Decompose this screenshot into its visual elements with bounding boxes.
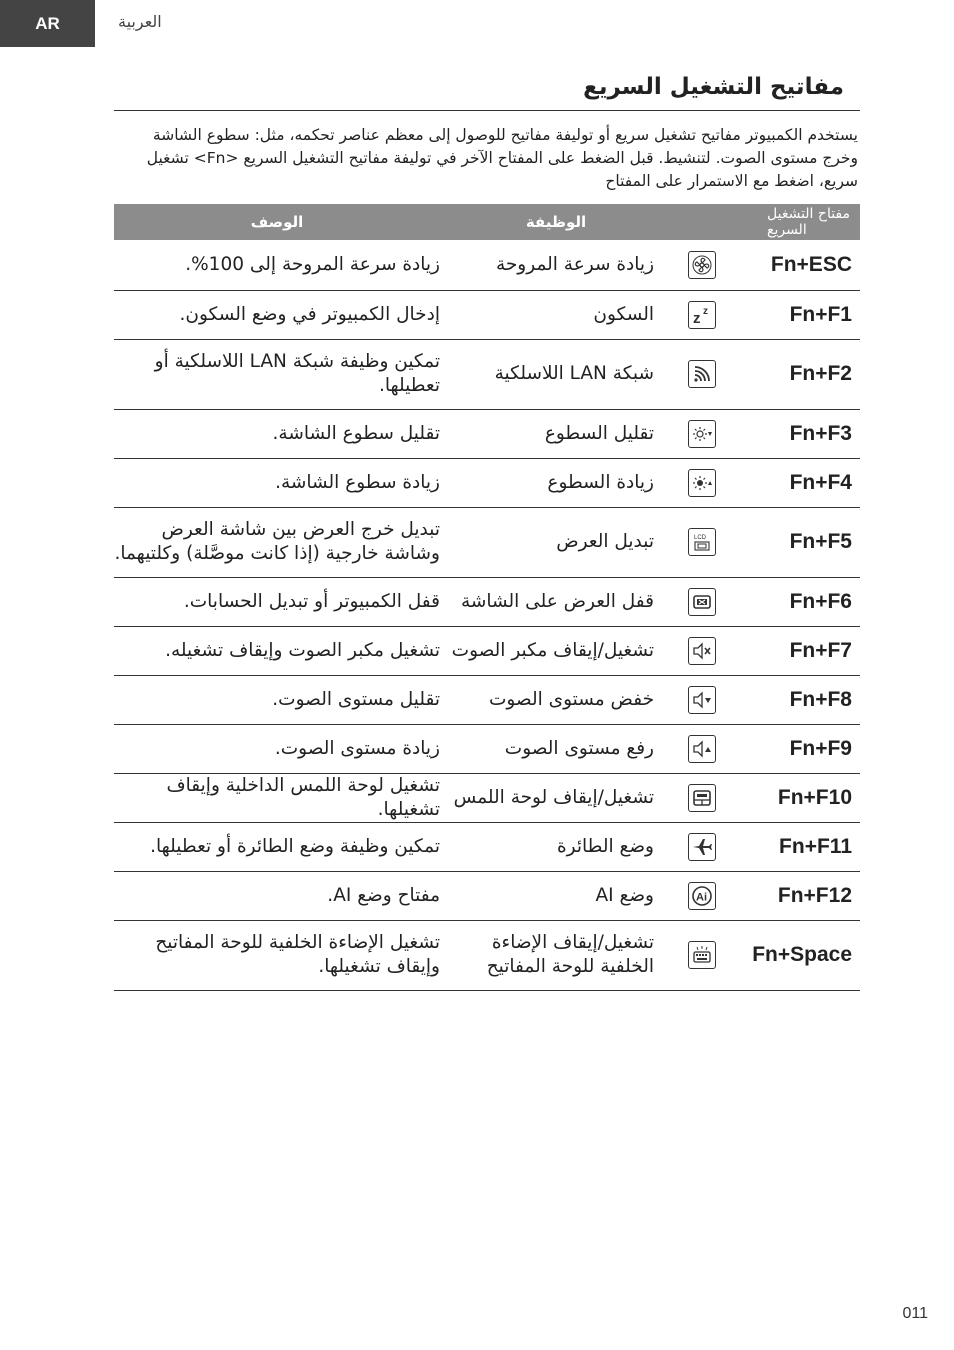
hotkey-function [440,577,672,626]
hotkey-function [440,675,672,724]
sleep-icon [688,301,716,329]
hotkey-function [440,871,672,920]
hotkey-description [114,577,440,626]
hotkey-combo: Fn+F5 [789,530,852,553]
hotkey-icon-cell [672,871,732,920]
table-row [114,577,860,626]
table-row [114,822,860,871]
page-number: 011 [902,1305,928,1322]
hotkey-function [440,240,672,290]
table-row [114,458,860,507]
hotkey-icon-cell [672,240,732,290]
hotkey-description [114,240,440,290]
table-row [114,626,860,675]
hotkey-function-text: زيادة سرعة المروحة [495,253,654,275]
hotkey-description-text: تقليل سطوع الشاشة. [272,422,440,444]
hotkey-function [440,724,672,773]
hotkey-description [114,339,440,409]
volume-up-icon [688,735,716,763]
hotkey-function [440,339,672,409]
hotkey-function [440,773,672,822]
hotkey-description-text: تمكين وظيفة وضع الطائرة أو تعطيلها. [150,835,440,857]
hotkey-combo: Fn+F10 [777,785,852,809]
hotkey-function-text: زيادة السطوع [547,471,654,493]
touchpad-icon [688,784,716,812]
svg-text:LCD: LCD [694,535,707,541]
language-name: العربية [118,12,162,31]
hotkey-function-text: قفل العرض على الشاشة [460,590,654,612]
hotkey-combo: Fn+F11 [779,834,852,858]
hotkey-icon-cell [672,339,732,409]
hotkey-function-text: خفض مستوى الصوت [488,688,654,710]
table-row [114,339,860,409]
hotkey-description [114,626,440,675]
hotkey-description [114,871,440,920]
header-hotkeys: مفتاح التشغيل السريع [767,206,851,238]
hotkey-description-text: قفل الكمبيوتر أو تبديل الحسابات. [183,590,440,612]
hotkey-function-text: تشغيل/إيقاف الإضاءة الخلفية للوحة المفاتيح [486,932,654,977]
hotkey-combo: Fn+F3 [789,421,852,445]
hotkey-icon-cell [672,577,732,626]
hotkey-description [114,724,440,773]
hotkey-function [440,920,672,990]
hotkey-description-text: زيادة مستوى الصوت. [274,737,440,759]
keyboard-backlight-icon [688,941,716,969]
fan-icon [688,251,716,279]
hotkey-function-text: شبكة LAN اللاسلكية [494,363,654,384]
brightness-down-icon [688,420,716,448]
hotkey-combo: Fn+F12 [777,883,852,907]
hotkey-combo: Fn+F2 [789,362,852,385]
hotkey-description-text: إدخال الكمبيوتر في وضع السكون. [179,303,440,325]
title-divider [114,110,860,111]
hotkey-function-text: رفع مستوى الصوت [504,737,654,759]
hotkey-combo: Fn+F9 [789,736,852,760]
intro-paragraph: يستخدم الكمبيوتر مفاتيح تشغيل سريع أو توليفة مفاتيح للوصول إلى معظم عناصر تحكمه، مثل: سطوع الشاشة وخرج مستوى الصوت. لتنشيط. قبل الضغط على المفتاح الآخر في توليفة مفاتيح التشغيل السريع <Fn> تشغيل سريع، اضغط مع الاستمرار على المفتاح [146,126,858,190]
hotkey-function [440,290,672,339]
hotkey-combo: Fn+F1 [789,302,852,326]
wireless-icon [688,360,716,388]
hotkey-combo: Fn+ESC [770,252,852,276]
hotkey-function-text: تشغيل/إيقاف لوحة اللمس [453,786,654,808]
language-tab [0,0,95,47]
hotkey-description [114,458,440,507]
hotkey-description-text: تشغيل الإضاءة الخلفية للوحة المفاتيح وإيقاف تشغيلها. [155,932,440,977]
hotkey-icon-cell [672,409,732,458]
ai-mode-icon [688,882,716,910]
hotkey-function [440,626,672,675]
hotkey-icon-cell [672,290,732,339]
language-code: AR [35,13,60,33]
hotkey-function-text: السكون [593,303,654,325]
table-row [114,675,860,724]
volume-down-icon [688,686,716,714]
hotkey-icon-cell [672,822,732,871]
hotkey-function-text: تبديل العرض [556,531,654,552]
hotkey-description-text: مفتاح وضع AI. [327,884,440,906]
hotkey-icon-cell [672,675,732,724]
speaker-mute-icon [688,637,716,665]
hotkey-description [114,920,440,990]
svg-text:z: z [703,305,708,317]
hotkey-description [114,409,440,458]
hotkey-combo: Fn+F8 [789,687,852,711]
hotkey-combo: Fn+F4 [789,470,852,494]
table-row [114,240,860,290]
hotkey-icon-cell [672,920,732,990]
hotkey-function-text: وضع AI [595,884,654,906]
table-row [114,290,860,339]
header-description: الوصف [250,213,304,231]
hotkey-description-text: زيادة سطوع الشاشة. [275,471,440,493]
hotkey-icon-cell [672,458,732,507]
hotkey-description-text: تشغيل مكبر الصوت وإيقاف تشغيله. [165,639,440,661]
table-row [114,871,860,920]
hotkey-description [114,822,440,871]
hotkey-combo: Fn+F7 [789,638,852,662]
table-row [114,507,860,577]
hotkeys-table [114,204,860,991]
lcd-display-icon [688,528,716,556]
hotkey-description-text: تبديل خرج العرض بين شاشة العرض وشاشة خارجية (إذا كانت موصَّلة) وكلتيهما. [114,519,440,564]
hotkey-function [440,409,672,458]
hotkey-description-text: زيادة سرعة المروحة إلى 100%. [185,253,440,275]
hotkey-description-text: تمكين وظيفة شبكة LAN اللاسلكية أو تعطيلها. [154,351,440,396]
table-header-row [114,204,860,240]
hotkey-description [114,290,440,339]
section-title: مفاتيح التشغيل السريع [583,74,844,100]
hotkey-description-text: تقليل مستوى الصوت. [272,688,440,710]
hotkey-icon-cell [672,773,732,822]
brightness-up-icon [688,469,716,497]
hotkey-icon-cell [672,626,732,675]
hotkey-function [440,822,672,871]
table-row [114,409,860,458]
hotkey-description [114,773,440,822]
svg-text:Ai: Ai [696,891,707,903]
hotkey-description-text: تشغيل لوحة اللمس الداخلية وإيقاف تشغيلها. [166,774,440,820]
table-row [114,724,860,773]
screen-lock-icon [688,588,716,616]
table-row [114,773,860,822]
svg-text:z: z [693,309,701,326]
hotkey-function [440,458,672,507]
hotkey-icon-cell [672,507,732,577]
hotkey-icon-cell [672,724,732,773]
airplane-icon [688,833,716,861]
hotkey-function-text: تشغيل/إيقاف مكبر الصوت [451,639,654,661]
hotkey-combo: Fn+F6 [789,589,852,613]
header-function: الوظيفة [525,213,587,231]
hotkey-description [114,675,440,724]
hotkey-description [114,507,440,577]
hotkey-function [440,507,672,577]
table-row [114,920,860,990]
hotkey-function-text: تقليل السطوع [544,422,654,444]
hotkey-combo: Fn+Space [752,943,852,966]
hotkey-function-text: وضع الطائرة [556,835,654,857]
